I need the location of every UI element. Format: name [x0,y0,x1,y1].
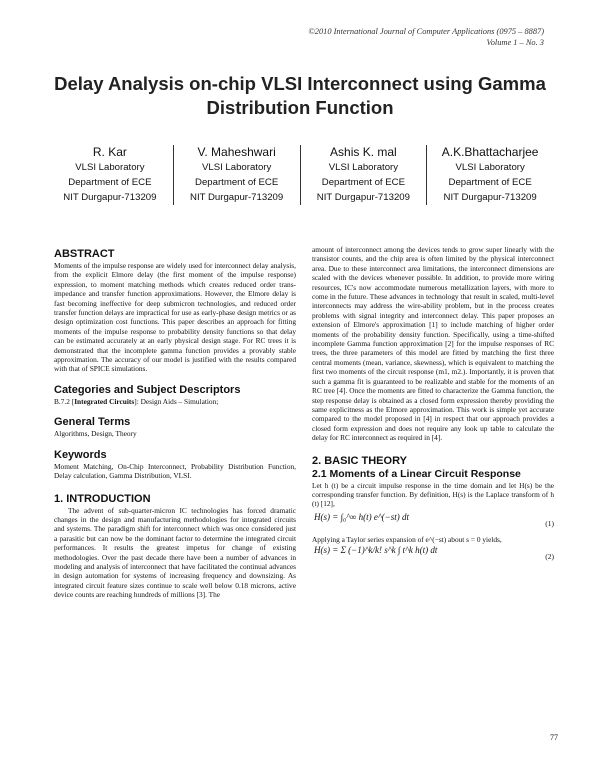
categories-heading: Categories and Subject Descriptors [54,383,241,396]
abstract-heading: ABSTRACT [54,248,115,260]
author-name: R. Kar [92,145,127,159]
author-lab: VLSI Laboratory [201,162,272,173]
equation-1-number: (1) [545,518,554,528]
journal-header [308,26,544,48]
categories-code: B.7.2 [ [54,396,75,406]
author-dept: Department of ECE [68,177,152,188]
equation-2 [312,546,554,568]
intro-continued-text: amount of interconnect among the devices tends to grow super linearly with the transistor counts, and the chip area is often limited by the physical interconnect area. Due to these interconnect area limitations, the interconnect dimensions are scaled with the devices whenever possible. In addition, to provide more wiring resources, IC's now accommodate numerous metallization layers, with more to come in the future. These advances in technology that result in scaled, multi-level interconnects may address the wire-ability problem, but in the process creates problems with signal integrity and interconnect delay. This paper proposes an extension of Elmore's approximation [1] to include matching of higher order moments of the probability density function. Specifically, using a time-shifted incomplete Gamma function approximation [2] for the impulse responses of RC trees, the three parameters of this model are fitted by matching the first three central moments (mean, variance, skewness), which is equivalent to matching the first two moments of the circuit response (m1, m2.). Importantly, it is proven that such a gamma fit is guaranteed to be realizable and stable for the moments of an RC tree [4]. Once the moments are fitted to characterize the Gamma function, the step response delay is obtained as a closed form expression thereby providing the same explicitness as the Elmore approximation. This work is simple yet accurate compared to the model proposed in [4] in respect that our approach provides a closed form expression and does not require any look up table to calculate the delay for RC interconnect as required in [4]. [312,245,554,443]
general-terms-heading: General Terms [54,416,131,429]
page-number: 77 [550,733,558,742]
author-name: V. Maheshwari [197,145,276,159]
categories-rest: ]: Design Aids – Simulation; [134,396,219,406]
keywords-heading: Keywords [54,448,107,461]
keywords-text: Moment Matching, On-Chip Interconnect, Probability Distribution Function, Delay calculation, Gamma Distribution, VLSI. [54,461,296,481]
abstract-text: Moments of the impulse response are widely used for interconnect delay analysis, from the explicit Elmore delay (the first moment of the impulse response) expression, to moment matching methods which creates reduced order trans-impedance and transfer function approximations. However, the Elmore delay is fast becoming ineffective for deep submicron technologies, and reduced order transfer function delays are impractical for use as early-phase design metrics or as design optimization cost functions. This paper describes an approach for fitting moments of the impulse response to probability density functions so that delay can be estimated accurately at an early physical design stage. For RC trees it is demonstrated that the incomplete gamma function provides a provably stable approximation. The accuracy of our model is justified with the results compared with that of SPICE simulations. [54,261,296,374]
taylor-text: Applying a Taylor series expansion of e^(−st) about s = 0 yields, [312,534,502,544]
moments-text: Let h (t) be a circuit impulse response in the time domain and let H(s) be the corresponding transfer function. By definition, H(s) is the Laplace transform of h (t) [12], [312,480,554,509]
author-inst: NIT Durgapur-713209 [316,192,410,203]
categories-bold: Integrated Circuits [74,396,135,406]
equation-1 [312,513,554,535]
author-3 [300,145,427,205]
introduction-heading: 1. INTRODUCTION [54,492,151,505]
equation-2-body: H(s) = Σ (−1)^k/k! s^k ∫ t^k h(t) dt [314,545,438,556]
journal-line-1: ©2010 International Journal of Computer Applications (0975 – 8887) [308,27,544,36]
author-block [47,145,553,205]
paper-title [40,72,560,120]
equation-2-number: (2) [545,552,554,562]
introduction-text: The advent of sub-quarter-micron IC technologies has forced dramatic changes in the design and manufacturing methodologies for integrated circuits and systems. The paradigm shift for interconnect which was once considered just a parasitic but can now be the dominant factor to determine the integrated circuit performances. It results the greatest impetus for change of existing methodologies. Over the past decade there have been a number of advances in modeling and analysis of interconnect that have facilitated the continual advances in design automation for systems of increasing frequency and downsizing. As integrated circuit feature sizes continue to scale well below 0.18 microns, active device counts are reaching hundreds of millions [3]. The [54,505,296,600]
author-dept: Department of ECE [321,177,405,188]
author-inst: NIT Durgapur-713209 [190,192,284,203]
author-lab: VLSI Laboratory [328,162,399,173]
moments-subheading: 2.1 Moments of a Linear Circuit Response [312,467,521,480]
author-inst: NIT Durgapur-713209 [443,192,537,203]
author-4 [426,145,553,205]
author-inst: NIT Durgapur-713209 [63,192,157,203]
general-terms-text: Algorithms, Design, Theory [54,429,137,439]
author-name: A.K.Bhattacharjee [441,145,539,159]
right-column [312,245,554,568]
title-line-1: Delay Analysis on-chip VLSI Interconnect using Gamma [54,73,546,94]
basic-theory-heading: 2. BASIC THEORY [312,454,407,467]
author-name: Ashis K. mal [330,145,397,159]
author-2 [173,145,300,205]
categories-text [54,397,296,406]
equation-1-body: H(s) = ∫₀^∞ h(t) e^(−st) dt [314,511,409,522]
author-dept: Department of ECE [195,177,279,188]
author-dept: Department of ECE [448,177,532,188]
title-line-2: Distribution Function [206,97,394,118]
left-column [54,248,296,600]
author-lab: VLSI Laboratory [455,162,525,173]
author-1 [47,145,173,205]
journal-line-2: Volume 1 – No. 3 [486,38,544,47]
author-lab: VLSI Laboratory [75,162,145,173]
